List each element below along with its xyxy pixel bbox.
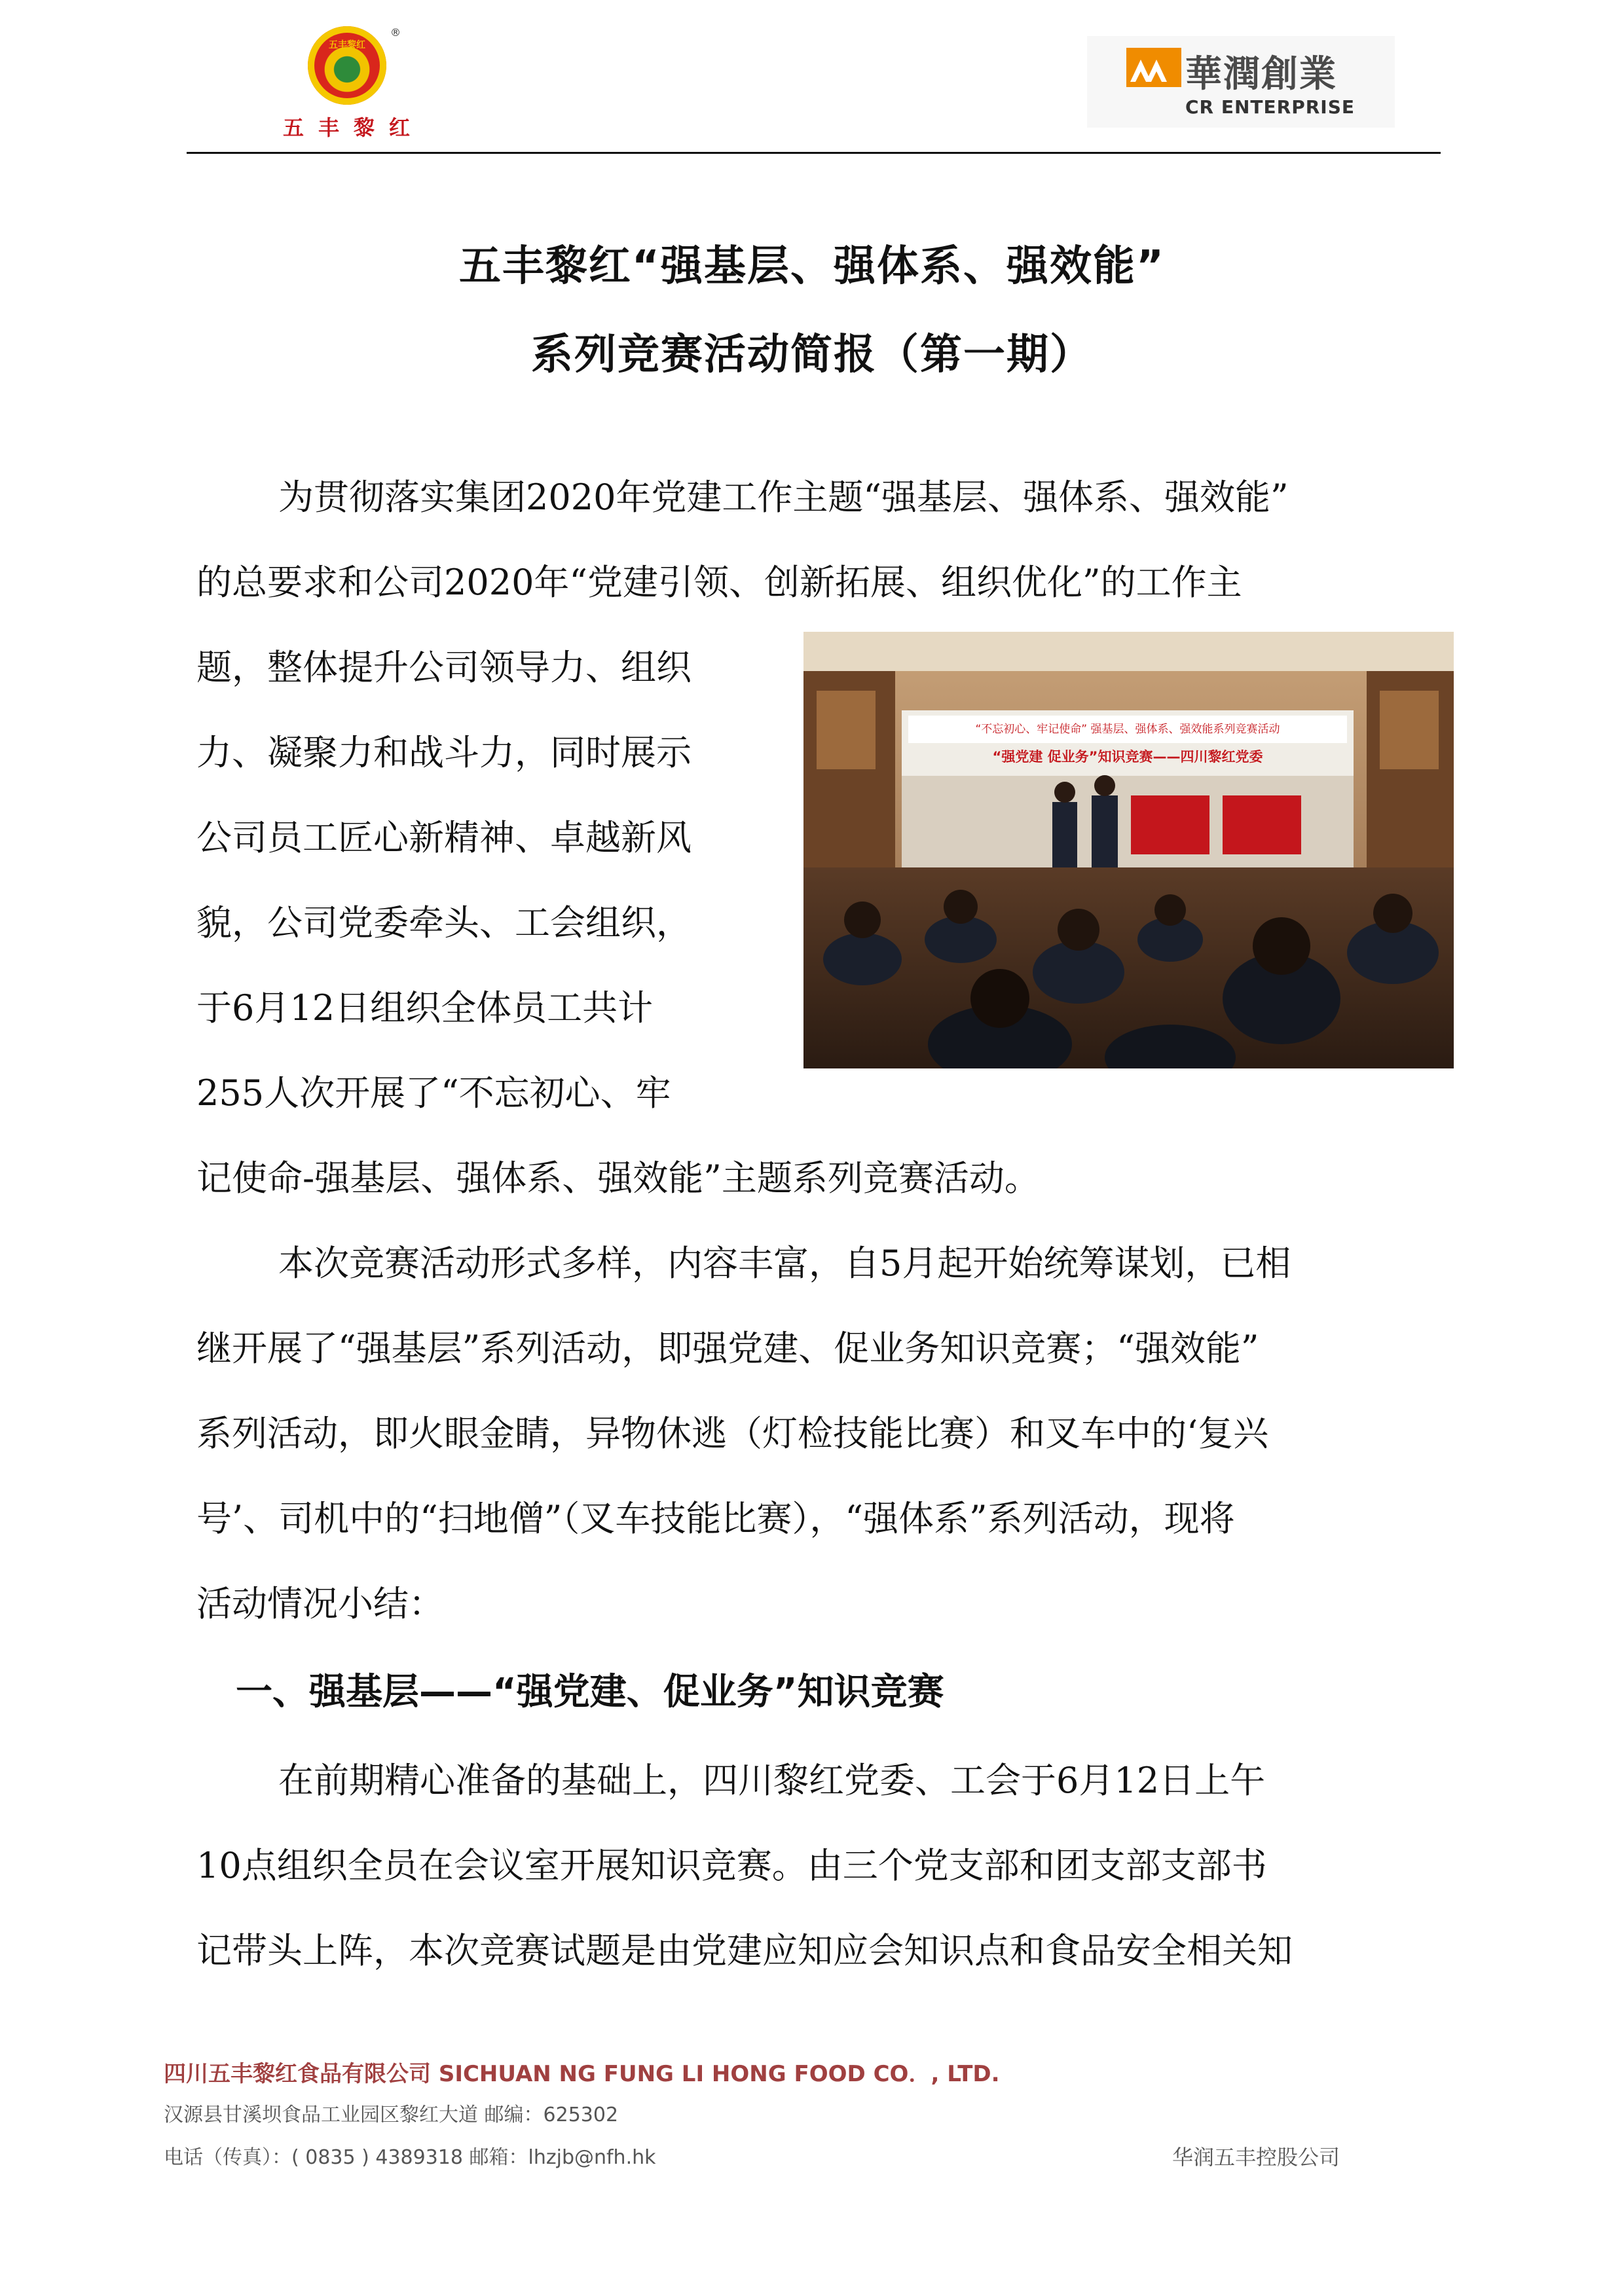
paragraph-line: 记使命-强基层、强体系、强效能”主题系列竞赛活动。 [196,1157,1040,1199]
paragraph-line: 255人次开展了“不忘初心、牢 [196,1072,671,1114]
section-heading: 一、强基层——“强党建、促业务”知识竞赛 [236,1671,944,1713]
seal-text: 五丰黎红 [329,40,365,50]
registered-mark: ® [390,26,401,39]
cr-enterprise-logo [1087,36,1395,128]
document-title-line-1: 五丰黎红“强基层、强体系、强效能” [458,242,1166,291]
logo-brand-text: 五丰黎红 [282,115,424,140]
paragraph-line: 题，整体提升公司领导力、组织 [196,647,692,688]
footer-address: 汉源县甘溪坝食品工业园区黎红大道 邮编：625302 [164,2104,619,2126]
paragraph-line: 活动情况小结： [196,1583,444,1624]
paragraph-line: 公司员工匠心新精神、卓越新风 [196,817,692,858]
paragraph-line: 的总要求和公司2020年“党建引领、创新拓展、组织优化”的工作主 [196,562,1242,603]
brand-seal-icon [308,26,386,105]
paragraph-line: 继开展了“强基层”系列活动，即强党建、促业务知识竞赛；“强效能” [196,1328,1259,1369]
paragraph-line: 为贯彻落实集团2020年党建工作主题“强基层、强体系、强效能” [278,477,1289,518]
event-photo [803,632,1454,1068]
paragraph-line: 系列活动，即火眼金睛，异物休逃（灯检技能比赛）和叉车中的‘复兴 [196,1413,1269,1454]
paragraph-line: 在前期精心准备的基础上，四川黎红党委、工会于6月12日上午 [278,1760,1266,1801]
paragraph-line: 10点组织全员在会议室开展知识竞赛。由三个党支部和团支部支部书 [196,1845,1267,1886]
banner-line-1: “不忘初心、牢记使命” 强基层、强体系、强效能系列竞赛活动 [975,723,1280,736]
paragraph-line: 貌，公司党委牵头、工会组织， [196,902,692,943]
cr-chinese-name: 華潤創業 [1185,52,1337,96]
document-title-line-2: 系列竞赛活动简报（第一期） [531,331,1093,379]
competition-room-photo-icon [803,632,1454,1068]
cr-mountains-icon [1126,48,1181,87]
banner-line-2: “强党建 促业务”知识竞赛——四川黎红党委 [992,749,1263,765]
wufeng-lihong-logo [268,26,439,140]
paragraph-line: 本次竞赛活动形式多样，内容丰富，自5月起开始统筹谋划，已相 [278,1243,1291,1284]
paragraph-line: 记带头上阵，本次竞赛试题是由党建应知应会知识点和食品安全相关知 [196,1930,1293,1971]
paragraph-line: 号’、司机中的“扫地僧”（叉车技能比赛），“强体系”系列活动，现将 [196,1498,1235,1539]
cr-english-name: CR ENTERPRISE [1185,96,1355,118]
paragraph-line: 力、凝聚力和战斗力，同时展示 [196,732,692,773]
footer-holding-company: 华润五丰控股公司 [1172,2145,1340,2170]
header-divider [187,152,1441,154]
footer-company-name: 四川五丰黎红食品有限公司 SICHUAN NG FUNG LI HONG FOOD CO．, LTD. [164,2061,1000,2087]
paragraph-line: 于6月12日组织全体员工共计 [196,987,654,1029]
footer-contact: 电话（传真）：( 0835 ) 4389318 邮箱：lhzjb@nfh.hk [164,2146,656,2169]
